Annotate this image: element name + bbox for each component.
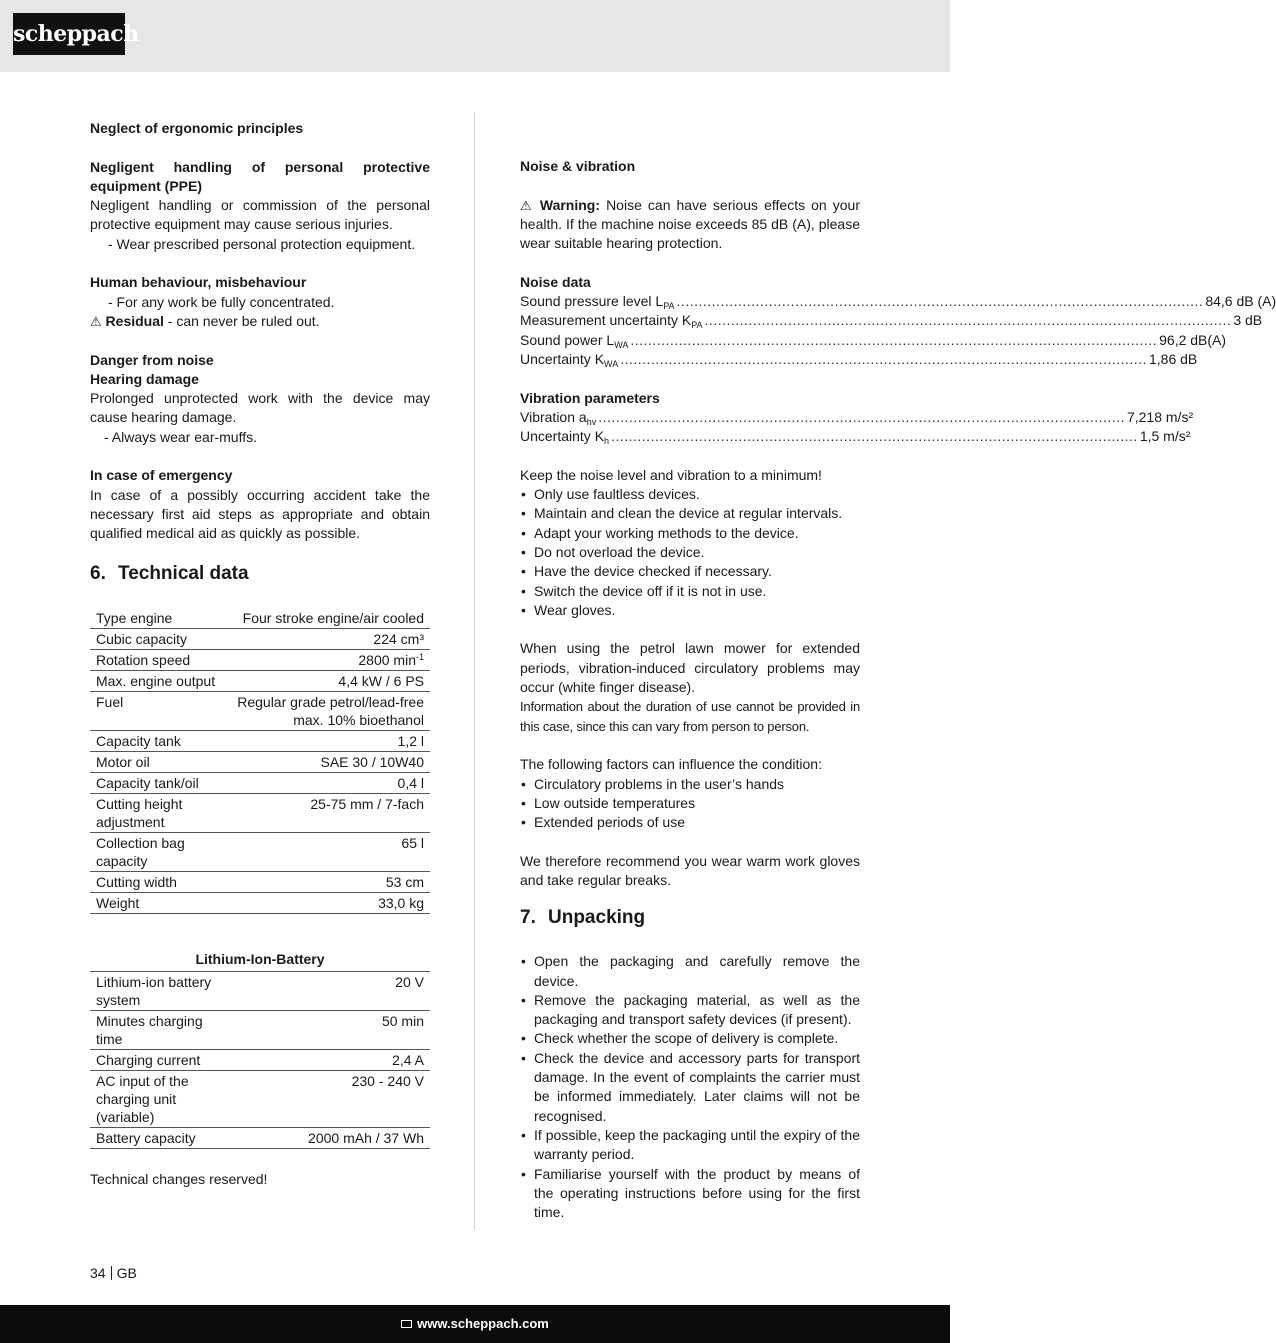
row-label: Rotation speed bbox=[90, 649, 225, 670]
table-row bbox=[90, 793, 430, 832]
warning-text: Noise can have serious effects on your health. If the machine noise exceeds 85 dB (A), please wear suitable hearing protection. bbox=[520, 196, 860, 252]
table-row bbox=[90, 628, 430, 649]
emergency-heading: In case of emergency bbox=[90, 467, 233, 484]
row-value: 33,0 kg bbox=[225, 892, 430, 913]
row-label: Charging current bbox=[90, 1049, 225, 1070]
table-row bbox=[90, 832, 430, 871]
list-item: • Adapt your working methods to the device. bbox=[520, 524, 860, 543]
measurement-row: Sound power $L_{WA}$ ........................................................................................................................ 96,2 dB(A) bbox=[520, 331, 1227, 350]
table-row bbox=[90, 649, 430, 670]
computer-icon bbox=[401, 1320, 412, 1328]
warning-paragraph bbox=[520, 196, 860, 254]
row-label: Lithium-ion battery system bbox=[90, 972, 225, 1011]
ergonomic-heading: Neglect of ergonomic principles bbox=[90, 120, 304, 136]
list-item: • If possible, keep the packaging until the expiry of the warranty period. bbox=[520, 1126, 860, 1165]
noise-data-heading: Noise data bbox=[520, 273, 591, 290]
list-item: • Maintain and clean the device at regular intervals. bbox=[520, 504, 860, 523]
page-number: 34 GB bbox=[90, 1265, 137, 1281]
table-row bbox=[90, 1010, 430, 1049]
row-label: Battery capacity bbox=[90, 1127, 225, 1148]
table-row bbox=[90, 751, 430, 772]
website-link[interactable]: www.scheppach.com bbox=[417, 1316, 549, 1331]
hearing-heading: Hearing damage bbox=[90, 370, 199, 387]
table-row bbox=[90, 972, 430, 1011]
vibration-list bbox=[520, 408, 1194, 447]
list-item: • Extended periods of use bbox=[520, 813, 860, 832]
table-row bbox=[90, 730, 430, 751]
warning-bold: Warning: bbox=[539, 196, 601, 213]
ppe-text: Negligent handling or commission of the personal protective equipment may cause serious injuries. bbox=[90, 197, 430, 233]
row-value: 1,2 l bbox=[225, 730, 430, 751]
ppe-heading: Negligent handling of personal protective equipment (PPE) bbox=[90, 158, 430, 194]
list-item: • Only use faultless devices. bbox=[520, 485, 860, 504]
noise-vibration-heading: Noise & vibration bbox=[520, 158, 636, 174]
petrol-text: When using the petrol lawn mower for extended periods, vibration-induced circulatory problems may occur (white finger disease). bbox=[520, 640, 860, 696]
emergency-text: In case of a possibly occurring accident take the necessary first aid steps as appropriate and obtain qualified medical aid as quickly as possible. bbox=[90, 486, 430, 542]
residual-text: - can never be ruled out. bbox=[163, 312, 320, 329]
keep-minimum-text: Keep the noise level and vibration to a minimum! bbox=[520, 466, 822, 483]
row-value: 2800 $\min^{-1}$ bbox=[225, 649, 430, 670]
left-column bbox=[90, 119, 430, 1189]
list-item: • Low outside temperatures bbox=[520, 794, 860, 813]
warning-icon: ⚠ bbox=[90, 313, 102, 329]
row-value: SAE 30 / 10W40 bbox=[225, 751, 430, 772]
row-label: Minutes charging time bbox=[90, 1010, 225, 1049]
row-label: Cutting height adjustment bbox=[90, 793, 225, 832]
table-row bbox=[90, 608, 430, 629]
measurement-row: Sound pressure level $L_{PA}$ ........................................................................................................................ 84,6 dB (A) bbox=[520, 293, 1276, 312]
row-label: Max. engine output bbox=[90, 670, 225, 691]
row-value: 20 V bbox=[225, 972, 430, 1011]
row-value: Regular grade petrol/lead-free max. 10% bioethanol bbox=[225, 691, 430, 730]
list-item: • Familiarise yourself with the product by means of the operating instructions before using for the first time. bbox=[520, 1165, 860, 1223]
technical-changes-note: Technical changes reserved! bbox=[90, 1170, 268, 1187]
table-row bbox=[90, 1127, 430, 1148]
row-value: 53 cm bbox=[225, 871, 430, 892]
row-value: 65 l bbox=[225, 832, 430, 871]
scheppach-logo: scheppach bbox=[13, 13, 125, 55]
footer-bar bbox=[0, 1305, 950, 1343]
factors-text: The following factors can influence the condition: bbox=[520, 756, 822, 773]
row-label: AC input of the charging unit (variable) bbox=[90, 1070, 225, 1127]
list-item: • Check whether the scope of delivery is complete. bbox=[520, 1029, 860, 1048]
row-label: Type engine bbox=[90, 608, 225, 629]
right-column bbox=[520, 157, 1276, 1222]
measurement-row: Uncertainty $K_{WA}$ ........................................................................................................................ 1,86 dB bbox=[520, 350, 1198, 369]
row-value: 25-75 mm / 7-fach bbox=[225, 793, 430, 832]
measurement-row: Vibration $a_{hv}$ ........................................................................................................................ 7,218 m/s² bbox=[520, 408, 1194, 427]
battery-table-title: Lithium-Ion-Battery bbox=[90, 946, 430, 972]
table-row bbox=[90, 892, 430, 913]
vibration-heading: Vibration parameters bbox=[520, 389, 660, 406]
hearing-item: - Always wear ear-muffs. bbox=[104, 428, 258, 445]
row-label: Cubic capacity bbox=[90, 628, 225, 649]
residual-bold: Residual bbox=[105, 312, 164, 329]
row-value: 224 cm³ bbox=[225, 628, 430, 649]
row-value: Four stroke engine/air cooled bbox=[225, 608, 430, 629]
list-item: • Check the device and accessory parts for transport damage. In the event of complaints the carrier must be informed immediately. Later claims will not be recognised. bbox=[520, 1049, 860, 1126]
hearing-text: Prolonged unprotected work with the device may cause hearing damage. bbox=[90, 390, 430, 426]
human-heading: Human behaviour, misbehaviour bbox=[90, 274, 307, 291]
row-value: 2,4 A bbox=[225, 1049, 430, 1070]
unpacking-list bbox=[520, 952, 860, 1222]
table-row bbox=[90, 1070, 430, 1127]
list-item: • Circulatory problems in the user’s hands bbox=[520, 775, 860, 794]
list-item: • Remove the packaging material, as well as the packaging and transport safety devices (if present). bbox=[520, 991, 860, 1030]
row-label: Collection bag capacity bbox=[90, 832, 225, 871]
row-label: Capacity tank/oil bbox=[90, 772, 225, 793]
row-label: Motor oil bbox=[90, 751, 225, 772]
row-value: 50 min bbox=[225, 1010, 430, 1049]
column-divider bbox=[474, 112, 475, 1230]
header-bar bbox=[0, 0, 950, 72]
list-item: • Wear gloves. bbox=[520, 601, 860, 620]
noise-data-list bbox=[520, 292, 1276, 369]
recommend-text: We therefore recommend you wear warm work gloves and take regular breaks. bbox=[520, 852, 860, 888]
battery-table bbox=[90, 972, 430, 1149]
row-label: Capacity tank bbox=[90, 730, 225, 751]
list-item: • Have the device checked if necessary. bbox=[520, 562, 860, 581]
row-label: Weight bbox=[90, 892, 225, 913]
table-row bbox=[90, 772, 430, 793]
list-item: • Switch the device off if it is not in use. bbox=[520, 582, 860, 601]
measurement-row: Uncertainty $K_h$ ........................................................................................................................ 1,5 m/s² bbox=[520, 428, 1191, 447]
row-value: 230 - 240 V bbox=[225, 1070, 430, 1127]
row-label: Cutting width bbox=[90, 871, 225, 892]
list-item: • Open the packaging and carefully remove the device. bbox=[520, 952, 860, 991]
table-row bbox=[90, 691, 430, 730]
residual-line bbox=[90, 312, 430, 331]
technical-data-table bbox=[90, 608, 430, 914]
factors-list bbox=[520, 775, 860, 833]
warning-icon: ⚠ bbox=[520, 197, 534, 213]
measurement-row: Measurement uncertainty $K_{PA}$ ........................................................................................................................ 3 dB bbox=[520, 312, 1263, 331]
list-item: • Do not overload the device. bbox=[520, 543, 860, 562]
noise-danger-heading: Danger from noise bbox=[90, 351, 214, 368]
info-text: Information about the duration of use cannot be provided in this case, since this can vary from person to person. bbox=[520, 699, 860, 734]
row-value: 2000 mAh / 37 Wh bbox=[225, 1127, 430, 1148]
row-label: Fuel bbox=[90, 691, 225, 730]
row-value: 0,4 l bbox=[225, 772, 430, 793]
unpacking-title: 7. Unpacking bbox=[520, 907, 646, 929]
keep-minimum-list bbox=[520, 485, 860, 620]
human-item: - For any work be fully concentrated. bbox=[108, 293, 335, 310]
ppe-item: - Wear prescribed personal protection equipment. bbox=[108, 235, 416, 252]
technical-data-title: 6. Technical data bbox=[90, 562, 249, 584]
row-value: 4,4 kW / 6 PS bbox=[225, 670, 430, 691]
table-row bbox=[90, 670, 430, 691]
table-row bbox=[90, 1049, 430, 1070]
table-row bbox=[90, 871, 430, 892]
